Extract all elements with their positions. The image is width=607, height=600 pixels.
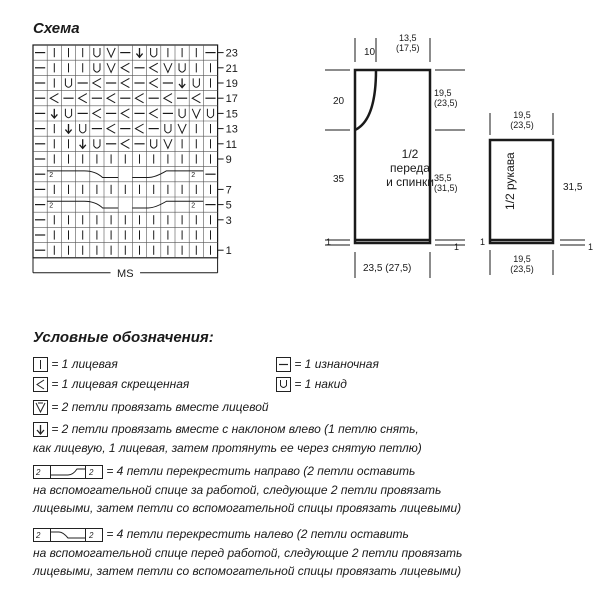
chart-twisted [107, 124, 115, 133]
chart-row-numbers [218, 48, 238, 258]
row-number: 7 [225, 184, 232, 197]
chart-twisted [107, 94, 115, 103]
legend-cable-right-text-1: = 4 петли перекрестить направо (2 петли оставить [106, 464, 416, 478]
legend-k2tog-text: = 2 петли провязать вместе лицевой [51, 400, 269, 414]
fb-side-bottom: 35,5 [434, 173, 452, 183]
chart-cable-right [47, 171, 118, 178]
chart-cable-count: 2 [191, 172, 196, 180]
fb-neck-width-alt: (17,5) [396, 43, 420, 53]
row-number: 11 [225, 138, 238, 151]
fb-rib-right: 1 [454, 242, 460, 252]
fb-label-1: 1/2 [401, 147, 419, 161]
fb-bottom-width-group [363, 263, 411, 274]
legend-row-k2tog [33, 400, 269, 415]
chart-k2tog [107, 63, 115, 72]
cable-stitch-count: 2 [36, 530, 41, 540]
sleeve-top-width: 19,5 [513, 110, 531, 120]
twisted-knit-symbol-icon [33, 377, 48, 392]
legend-row-ssk [33, 422, 419, 437]
yarn-over-symbol-icon [276, 377, 291, 392]
legend-cable-left-text-3: лицевыми, затем петли со вспомогательной спицы провязать лицевыми) [33, 564, 462, 578]
chart-k2tog [164, 63, 172, 72]
chart-k2tog [107, 48, 115, 57]
legend-cable-right-text-3: лицевыми, затем петли со вспомогательной спицы провязать лицевыми) [33, 501, 462, 515]
fb-neck-width-group [396, 33, 420, 53]
legend-row-yo [276, 377, 347, 392]
sleeve-top-group [502, 110, 542, 130]
chart-yo [94, 63, 100, 72]
purl-symbol-icon [276, 357, 291, 372]
legend-row-purl [276, 357, 379, 372]
cable-stitch-count: 2 [36, 467, 41, 477]
sleeve-bottom-width-alt: (23,5) [510, 264, 534, 274]
cable-stitch-count: 2 [89, 530, 94, 540]
row-number: 15 [225, 108, 238, 121]
legend-cable-right-text-2: на вспомогательной спице за работой, следующие 2 петли провязать [33, 483, 442, 497]
chart-twisted [192, 94, 200, 103]
chart-yo [94, 48, 100, 57]
fb-neck-width: 13,5 [398, 33, 417, 43]
fb-bottom-width: 23,5 [363, 263, 383, 274]
scheme-title: Схема [33, 20, 80, 37]
row-number: 23 [225, 47, 238, 60]
legend-yo-text: = 1 накид [294, 377, 347, 391]
knit-symbol-icon [33, 357, 48, 372]
sleeve-outline [490, 140, 553, 243]
sleeve-rib-left: 1 [480, 237, 486, 247]
chart-k2tog [164, 139, 172, 148]
fb-side-top-alt: (23,5) [434, 98, 458, 108]
chart-yo [179, 63, 185, 72]
chart-twisted [79, 94, 87, 103]
chart-twisted [150, 78, 158, 87]
chart-yo [94, 139, 100, 148]
sleeve-bottom-width: 19,5 [513, 254, 531, 264]
legend-row-cable-right [33, 464, 415, 479]
chart-twisted [135, 124, 143, 133]
chart-yo [65, 109, 71, 118]
cable-left-symbol-icon [33, 528, 103, 542]
chart-twisted [150, 109, 158, 118]
fb-bottom-width-alt: (27,5) [385, 263, 412, 274]
cable-stitch-count: 2 [89, 467, 94, 477]
fb-left-height: 35 [333, 174, 345, 185]
cable-right-symbol-icon [33, 465, 103, 479]
fb-neck-depth: 20 [333, 96, 345, 107]
row-number: 19 [225, 78, 238, 90]
fb-label-3: и спинки [386, 175, 434, 189]
fb-label-2: переда [390, 161, 430, 175]
legend-ssk-text-2: как лицевую, 1 лицевая, затем протянуть ее через снятую петлю) [33, 441, 422, 455]
row-number: 21 [225, 62, 238, 75]
chart-yo [193, 78, 199, 87]
legend-purl-text: = 1 изнаночная [294, 357, 379, 371]
fb-side-top: 19,5 [434, 88, 452, 98]
chart-cable-count: 2 [191, 202, 196, 210]
chart-cable-right [47, 201, 118, 208]
sleeve-bottom-group [502, 254, 542, 274]
fb-side-top-group [434, 88, 458, 108]
chart-twisted [164, 94, 172, 103]
legend-knit-text: = 1 лицевая [51, 357, 118, 371]
legend-cable-left-text-2: на вспомогательной спице перед работой, следующие 2 петли провязать [33, 546, 463, 560]
sleeve-height: 31,5 [563, 182, 583, 193]
sleeve-top-width-alt: (23,5) [510, 120, 534, 130]
chart-k2tog [192, 109, 200, 118]
chart-yo [165, 124, 171, 133]
row-number: 13 [225, 123, 238, 136]
fb-top-width: 10 [364, 47, 376, 58]
legend-cable-left-text-1: = 4 петли перекрестить налево (2 петли оставить [106, 527, 409, 541]
chart-cable-count: 2 [49, 202, 54, 210]
fb-label [377, 147, 443, 189]
legend-row-twisted [33, 377, 189, 392]
row-number: 1 [225, 245, 232, 258]
stitch-chart [30, 40, 270, 295]
chart-twisted [135, 94, 143, 103]
legend-row-knit [33, 357, 118, 372]
ssk-symbol-icon [33, 422, 48, 437]
row-number: 9 [225, 154, 232, 166]
chart-yo [65, 78, 71, 87]
ms-label: MS [117, 267, 134, 280]
sleeve-rib-right: 1 [588, 242, 594, 252]
legend-row-cable-left [33, 527, 409, 542]
chart-k2tog [178, 124, 186, 133]
chart-twisted [93, 109, 101, 118]
k2tog-symbol-icon [33, 400, 48, 415]
sleeve-label: 1/2 рукава [503, 152, 517, 210]
chart-twisted [121, 139, 129, 148]
chart-twisted [121, 109, 129, 118]
chart-yo [80, 124, 86, 133]
chart-yo [151, 48, 157, 57]
legend-twisted-text: = 1 лицевая скрещенная [51, 377, 190, 391]
chart-cable-count: 2 [49, 172, 54, 180]
chart-yo [179, 109, 185, 118]
fb-side-bottom-alt: (31,5) [434, 183, 458, 193]
chart-twisted [121, 63, 129, 72]
neckline-curve [355, 70, 376, 130]
row-number: 5 [225, 199, 232, 212]
row-number: 3 [225, 214, 232, 227]
chart-twisted [150, 63, 158, 72]
chart-yo [207, 109, 213, 118]
chart-twisted [93, 78, 101, 87]
fb-rib-left: 1 [326, 237, 332, 247]
legend-ssk-text-1: = 2 петли провязать вместе с наклоном влево (1 петлю снять, [51, 422, 419, 436]
legend-title: Условные обозначения: [33, 329, 214, 346]
chart-twisted [50, 94, 58, 103]
chart-yo [151, 139, 157, 148]
chart-twisted [121, 78, 129, 87]
row-number: 17 [225, 93, 238, 106]
